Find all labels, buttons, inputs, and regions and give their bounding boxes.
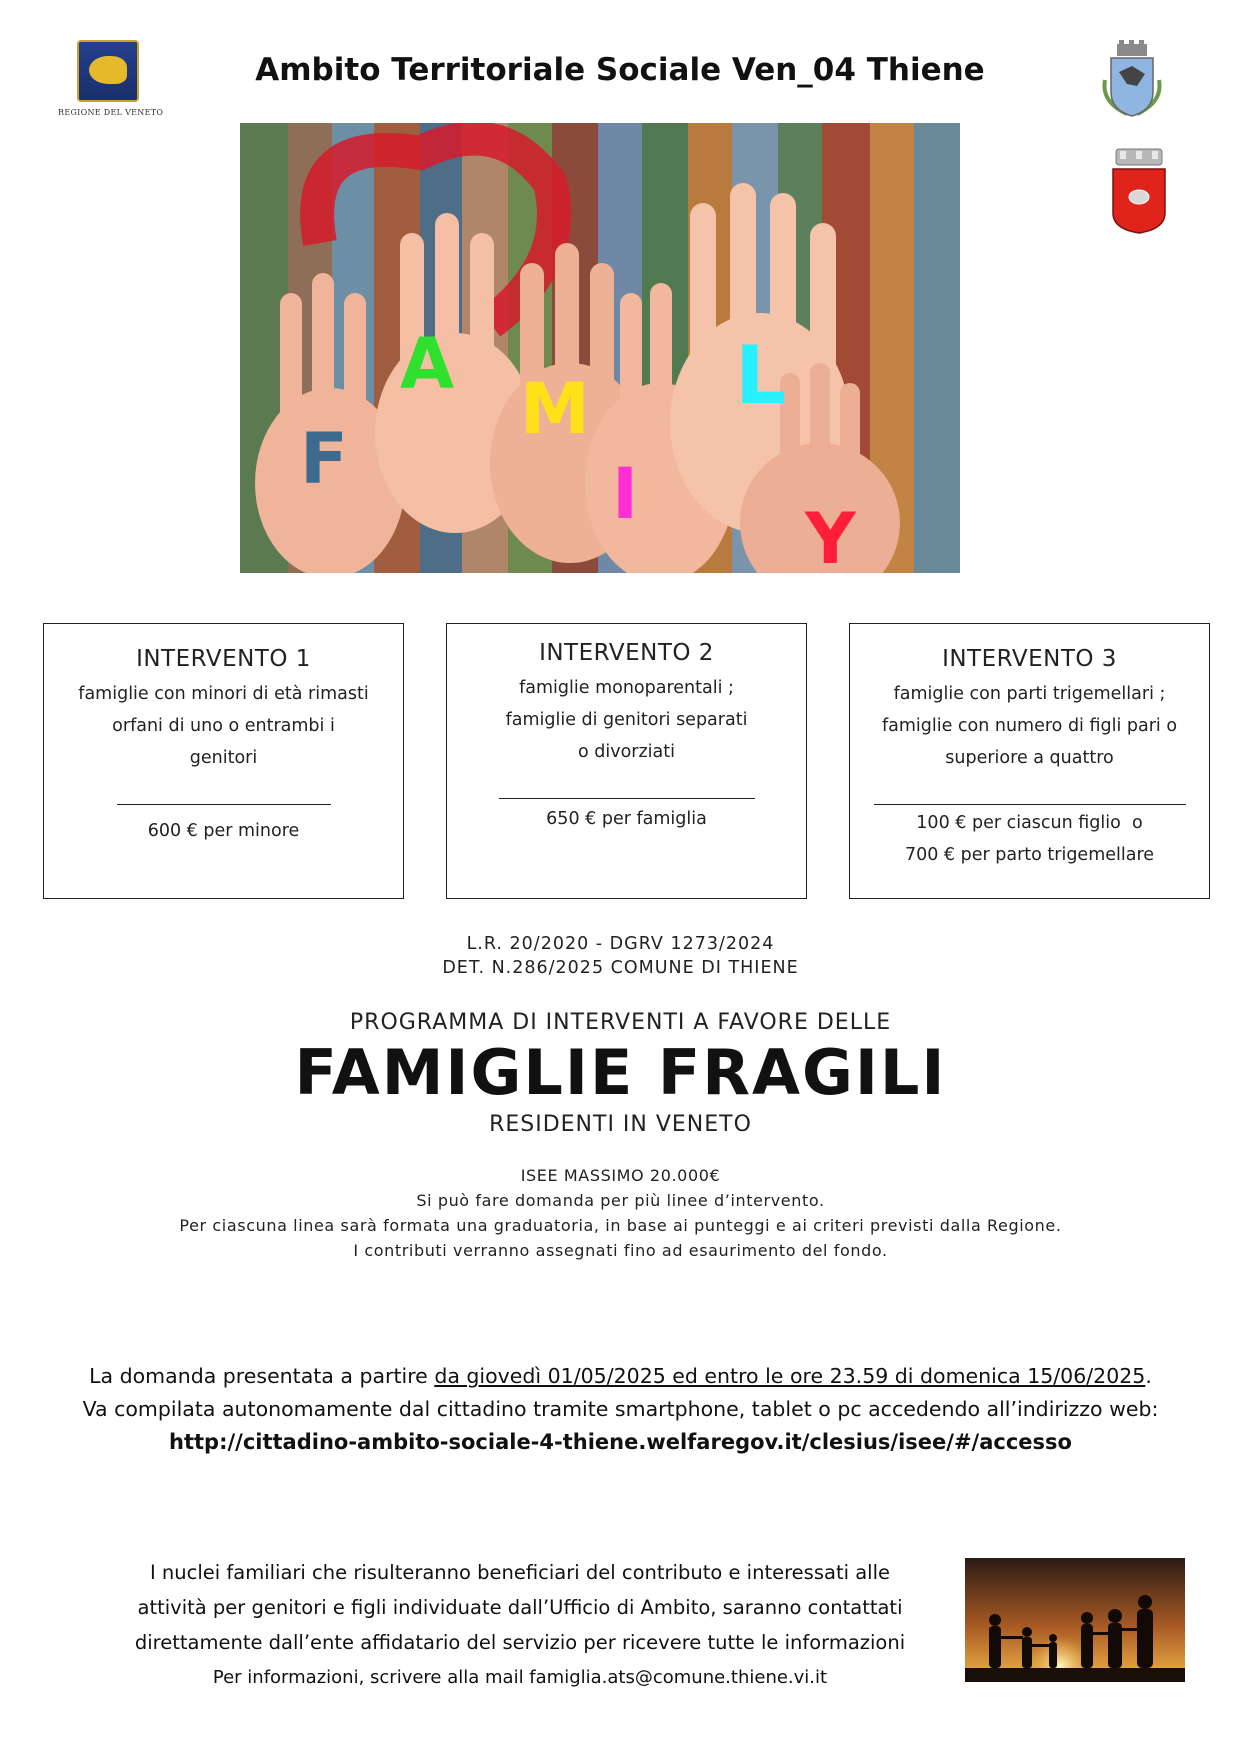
footer-line: attività per genitori e figli individuate dall’Ufficio di Ambito, saranno contattati: [137, 1596, 903, 1619]
municipal-crest-icon: [1097, 40, 1167, 120]
hero-letter: M: [520, 368, 590, 450]
intervento-2-desc: famiglie monoparentali ;: [519, 678, 734, 698]
intervento-2-title: INTERVENTO 2: [539, 640, 714, 666]
apply-text: La domanda presentata a partire: [89, 1364, 435, 1388]
page-title: Ambito Territoriale Sociale Ven_04 Thiene: [255, 52, 985, 88]
application-info: [0, 1360, 1241, 1459]
regione-veneto-label: REGIONE DEL VENETO: [58, 108, 164, 117]
law-line: DET. N.286/2025 COMUNE DI THIENE: [442, 958, 799, 978]
isee-line: ISEE MASSIMO 20.000€: [520, 1166, 721, 1185]
intervento-1-desc: famiglie con minori di età rimasti: [78, 684, 369, 704]
footer-line: I nuclei familiari che risulteranno beneficiari del contributo e interessati alle: [149, 1561, 890, 1584]
intervento-3-desc: famiglie con parti trigemellari ;: [893, 684, 1166, 704]
hero-letter: Y: [805, 498, 856, 573]
intervento-3-title: INTERVENTO 3: [942, 646, 1117, 672]
intervento-3-amount: 100 € per ciascun figlio o: [916, 813, 1143, 833]
hero-letter: L: [735, 329, 786, 422]
intervento-2-desc: o divorziati: [578, 742, 675, 762]
apply-instructions: Va compilata autonomamente dal cittadino tramite smartphone, tablet o pc accedendo all’indirizzo web:: [82, 1397, 1159, 1421]
intervento-1-box: [43, 623, 404, 899]
intervento-3-desc: superiore a quattro: [945, 748, 1114, 768]
program-subtitle: PROGRAMMA DI INTERVENTI A FAVORE DELLE: [349, 1010, 892, 1035]
intervento-1-title: INTERVENTO 1: [136, 646, 311, 672]
isee-line: Si può fare domanda per più linee d’intervento.: [416, 1191, 825, 1210]
law-references: [0, 932, 1241, 980]
law-line: L.R. 20/2020 - DGRV 1273/2024: [466, 934, 775, 954]
footer-info: [110, 1555, 930, 1695]
apply-text: .: [1145, 1364, 1152, 1388]
isee-line: I contributi verranno assegnati fino ad esaurimento del fondo.: [353, 1241, 888, 1260]
application-url-link[interactable]: http://cittadino-ambito-sociale-4-thiene.welfaregov.it/clesius/isee/#/accesso: [169, 1430, 1072, 1454]
intervento-2-amount: 650 € per famiglia: [546, 809, 707, 829]
isee-info: [0, 1163, 1241, 1263]
intervento-2-box: [446, 623, 807, 899]
apply-dates: da giovedì 01/05/2025 ed entro le ore 23.59 di domenica 15/06/2025: [434, 1364, 1146, 1388]
divider: [117, 804, 331, 805]
footer-line: direttamente dall’ente affidatario del servizio per ricevere tutte le informazioni: [134, 1631, 906, 1654]
family-hands-image: [240, 123, 960, 573]
intervento-3-amount: 700 € per parto trigemellare: [904, 845, 1155, 865]
comune-thiene-crest-icon: [1110, 145, 1168, 235]
hero-letter: A: [400, 323, 455, 405]
divider: [874, 804, 1186, 805]
program-residents: RESIDENTI IN VENETO: [489, 1112, 752, 1137]
intervento-3-box: [849, 623, 1210, 899]
lion-of-venice-icon: [77, 40, 139, 102]
contact-email: Per informazioni, scrivere alla mail famiglia.ats@comune.thiene.vi.it: [212, 1667, 828, 1688]
regione-veneto-logo: [58, 40, 164, 120]
hero-letter: F: [300, 418, 348, 500]
divider: [499, 798, 755, 799]
intervento-2-desc: famiglie di genitori separati: [505, 710, 748, 730]
isee-line: Per ciascuna linea sarà formata una graduatoria, in base ai punteggi e ai criteri previsti dalla Regione.: [179, 1216, 1062, 1235]
intervento-3-desc: famiglie con numero di figli pari o: [881, 716, 1178, 736]
program-title: FAMIGLIE FRAGILI: [294, 1036, 947, 1109]
family-sunset-image: [965, 1558, 1185, 1682]
intervento-1-desc: orfani di uno o entrambi i: [112, 716, 335, 736]
hero-letter: I: [612, 453, 639, 535]
intervento-1-amount: 600 € per minore: [147, 821, 300, 841]
intervento-1-desc: genitori: [189, 748, 258, 768]
